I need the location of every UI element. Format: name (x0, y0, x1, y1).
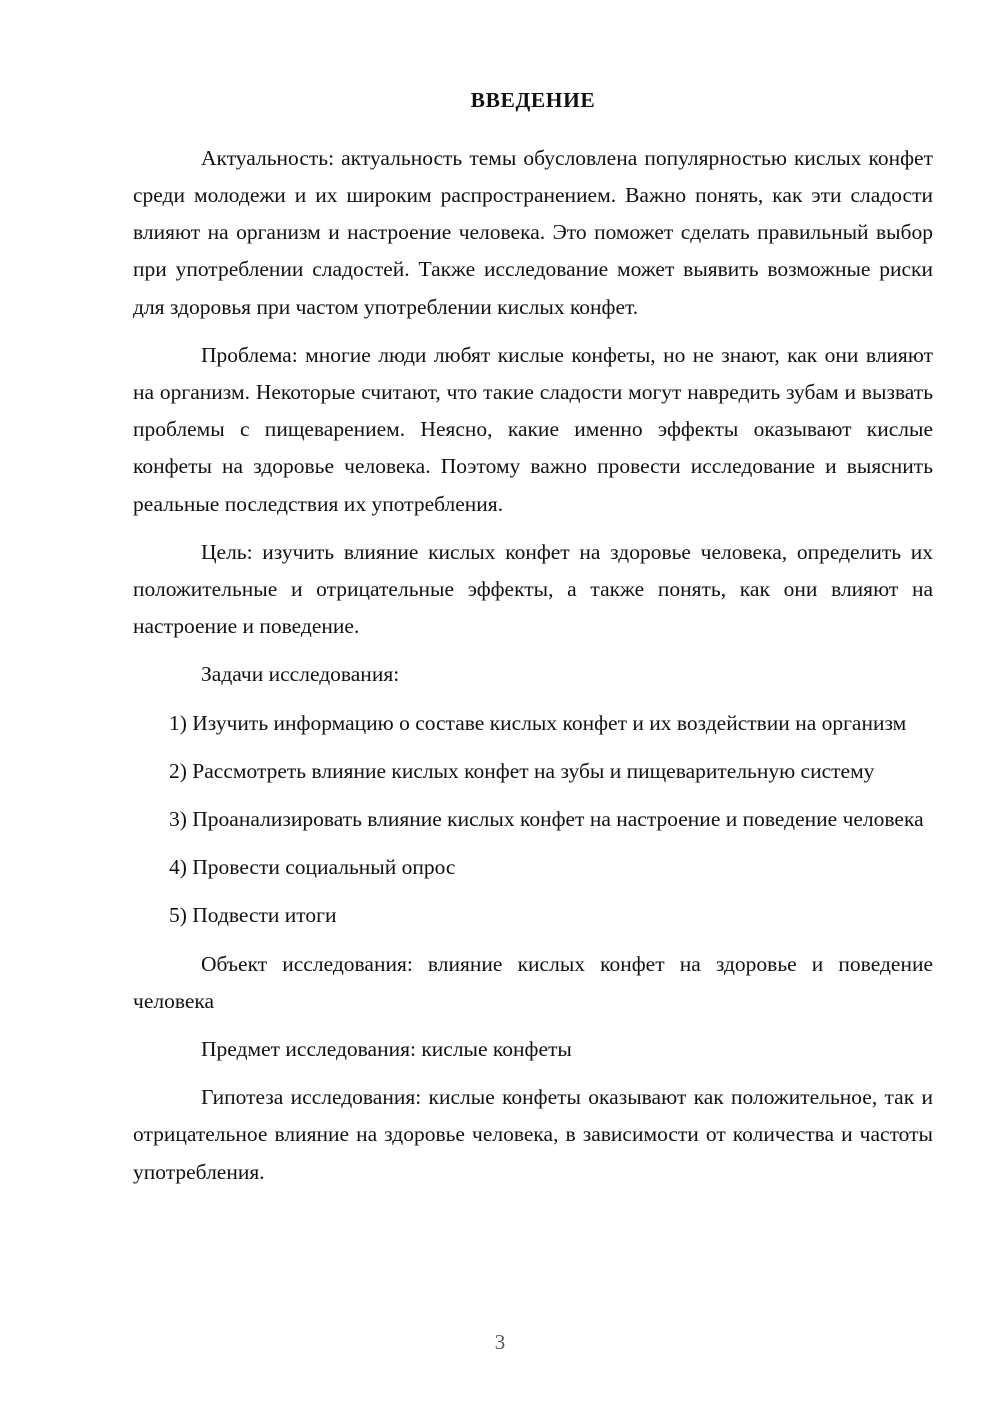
task-item-3: 3) Проанализировать влияние кислых конфет на настроение и поведение человека (169, 807, 924, 832)
task-item-1: 1) Изучить информацию о составе кислых конфет и их воздействии на организм (169, 710, 907, 735)
task-item-4: 4) Провести социальный опрос (169, 855, 456, 880)
paragraph-tasks-label: Задачи исследования: (201, 662, 400, 687)
paragraph-problem: Проблема: многие люди любят кислые конфеты, но не знают, как они влияют на организм. Некоторые считают, что такие сладости могут навредить зубам и вызвать проблемы с пищеварением. Неясно, какие именно эффекты оказывают кислые конфеты на здоровье человека. Поэтому важно провести исследование и выяснить реальные последствия их употребления. (133, 342, 933, 516)
task-item-2: 2) Рассмотреть влияние кислых конфет на зубы и пищеварительную систему (169, 758, 875, 783)
page-title: ВВЕДЕНИЕ (470, 88, 596, 112)
paragraph-relevance: Актуальность: актуальность темы обусловлена популярностью кислых конфет среди молодежи и их широким распространением. Важно понять, как эти сладости влияют на организм и настроение человека. Это поможет сделать правильный выбор при употреблении сладостей. Также исследование может выявить возможные риски для здоровья при частом употреблении кислых конфет. (133, 145, 933, 319)
document-body (133, 88, 933, 1191)
paragraph-goal: Цель: изучить влияние кислых конфет на здоровье человека, определить их положительные и отрицательные эффекты, а также понять, как они влияют на настроение и поведение. (133, 539, 933, 639)
paragraph-subject: Предмет исследования: кислые конфеты (201, 1037, 572, 1062)
paragraph-object: Объект исследования: влияние кислых конфет на здоровье и поведение человека (133, 951, 933, 1013)
page-number: 3 (494, 1330, 506, 1354)
task-item-5: 5) Подвести итоги (169, 903, 337, 928)
paragraph-hypothesis: Гипотеза исследования: кислые конфеты оказывают как положительное, так и отрицательное влияние на здоровье человека, в зависимости от количества и частоты употребления. (133, 1085, 933, 1184)
